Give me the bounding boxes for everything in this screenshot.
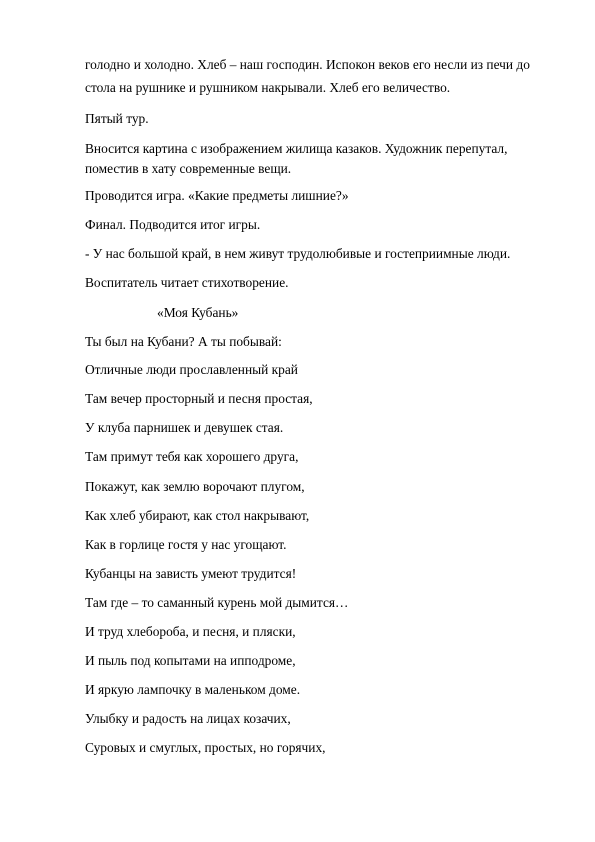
picture-line-1: Вносится картина с изображением жилища казаков. Художник перепутал, [85,141,508,156]
poem-line: У клуба парнишек и девушек стая. [85,420,284,435]
poem-line: Покажут, как землю ворочают плугом, [85,479,305,494]
picture-line-2: поместив в хату современные вещи. [85,161,292,176]
teacher-line: Воспитатель читает стихотворение. [85,275,289,290]
poem-line: И пыль под копытами на ипподроме, [85,653,296,668]
poem-line: Там где – то саманный курень мой дымится… [85,595,349,610]
round-five-heading: Пятый тур. [85,111,149,126]
intro-line-2: стола на рушнике и рушником накрывали. Хлеб его величество. [85,80,451,95]
poem-line: Как в горлице гостя у нас угощают. [85,537,287,552]
poem-line: И труд хлебороба, и песня, и пляски, [85,624,296,639]
poem-line: Ты был на Кубани? А ты побывай: [85,334,282,349]
poem-line: Отличные люди прославленный край [85,362,298,377]
speech-line: - У нас большой край, в нем живут трудолюбивые и гостеприимные люди. [85,246,511,261]
intro-line-1: голодно и холодно. Хлеб – наш господин. Испокон веков его несли из печи до [85,57,530,72]
poem-line: Там примут тебя как хорошего друга, [85,449,299,464]
poem-line: Как хлеб убирают, как стол накрывают, [85,508,310,523]
poem-title: «Моя Кубань» [157,305,239,320]
poem-line: Суровых и смуглых, простых, но горячих, [85,740,326,755]
final-line: Финал. Подводится итог игры. [85,217,261,232]
game-line: Проводится игра. «Какие предметы лишние?» [85,188,349,203]
poem-line: И яркую лампочку в маленьком доме. [85,682,301,697]
poem-line: Улыбку и радость на лицах козачих, [85,711,291,726]
poem-line: Там вечер просторный и песня простая, [85,391,313,406]
poem-line: Кубанцы на зависть умеют трудится! [85,566,297,581]
